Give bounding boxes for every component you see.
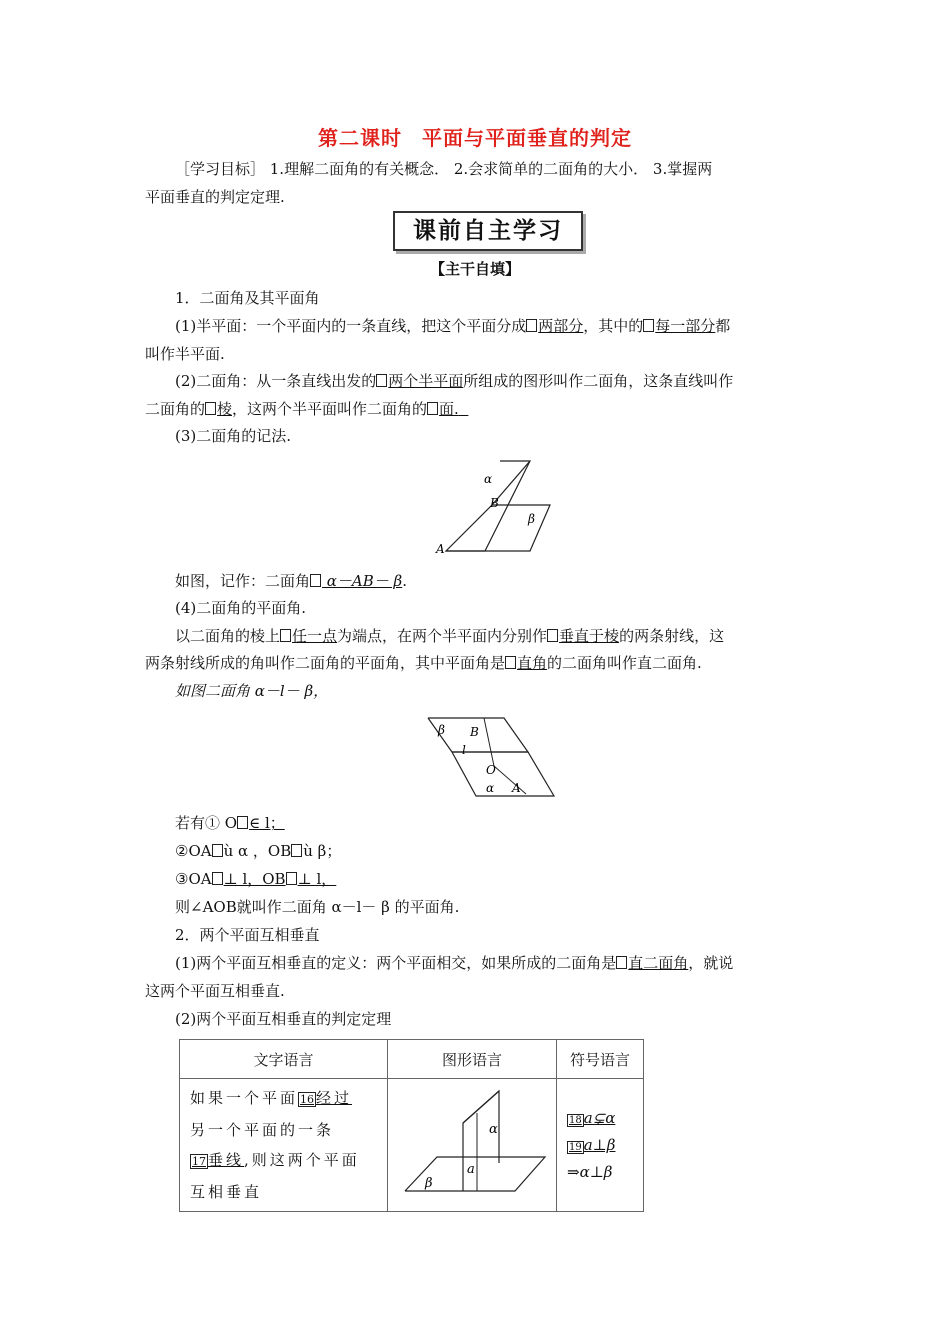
text: 的二面角叫作直二面角. [547,654,702,672]
text: 若有① O [175,814,238,832]
fill-text: ⊥ l，OB [223,870,286,888]
text: (1)两个平面互相垂直的定义：两个平面相交，如果所成的二面角是 [175,954,617,972]
title-part2: 平面与平面垂直的判定 [422,126,632,150]
label-A: A [436,542,445,556]
subheading: 【主干自填】 [429,260,520,278]
s1-p7: 如图二面角 α－l－ β， [175,682,329,700]
label-beta: β [438,723,445,737]
fill-text: 两个半平面 [388,372,464,390]
dihedral-figure-1 [430,455,570,560]
fill-text: 任一点 [292,627,338,645]
header-text: 文字语言 [180,1040,388,1079]
condition-3 [175,865,835,893]
dihedral-figure-2 [420,712,560,802]
symbol-language-cell [557,1079,644,1212]
s2-p1 [175,949,835,977]
text: ù β； [303,842,342,860]
ray-OB [484,718,494,766]
text: ，就说 [688,954,734,972]
blank-number: 18 [569,1115,582,1126]
fill-text: a⊥β [583,1136,616,1154]
fill-text: 直二面角 [628,954,689,972]
s1-heading: 1．二面角及其平面角 [175,289,320,307]
text: 如图，记作：二面角 [175,572,311,590]
blank-number: 19 [569,1142,582,1153]
s1-p5: (4)二面角的平面角. [175,599,307,617]
objectives-line2: 平面垂直的判定定理. [145,188,285,206]
header-symbol: 符号语言 [557,1040,644,1079]
blank-box [310,574,321,587]
label-l: l [462,743,466,757]
figure-language-cell [388,1079,557,1212]
fill-text: 垂线 [208,1151,245,1169]
s2-heading: 2．两个平面互相垂直 [175,926,320,944]
condition-2 [175,837,835,865]
text-language-cell [180,1079,388,1212]
blank-box [376,374,387,387]
s1-conclusion: 则∠AOB就叫作二面角 α－l－ β 的平面角. [175,898,460,916]
s1-p6-cont [145,649,805,677]
blank-box [427,402,438,415]
fill-text: 棱 [217,400,233,418]
s1-p1-cont: 叫作半平面. [145,345,225,363]
text: (2)二面角：从一条直线出发的 [175,372,377,390]
text: 如果一个平面 [190,1089,299,1107]
text: 所组成的图形叫作二面角，这条直线叫作 [463,372,734,390]
label-O: O [486,763,496,777]
fill-text: a⊊α [583,1109,616,1127]
text: 两条射线所成的角叫作二面角的平面角，其中平面角是 [145,654,506,672]
text: 以二面角的棱上 [175,627,281,645]
text: 互相垂直 [190,1183,263,1201]
text: 的两条射线，这 [619,627,725,645]
label-beta: β [528,512,535,526]
fill-text: 面. [439,400,459,418]
header-figure: 图形语言 [388,1040,557,1079]
label-alpha: α [489,1122,498,1137]
blank-box [205,402,216,415]
perpendicular-planes-figure [397,1083,547,1203]
s1-p4 [175,567,835,595]
blank-box [212,844,223,857]
text: 为端点，在两个半平面内分别作 [337,627,548,645]
blank-box [291,844,302,857]
blank-box [505,656,516,669]
fill-text: 垂直于棱 [559,627,620,645]
fill-text: 经过 [316,1089,353,1107]
text: (1)半平面：一个平面内的一条直线，把这个平面分成 [175,317,527,335]
blank-box [643,319,654,332]
blank-number: 17 [192,1155,206,1168]
blank-box [280,629,291,642]
s2-p2: (2)两个平面互相垂直的判定定理 [175,1010,392,1028]
s1-p1 [175,312,835,340]
label-B: B [490,496,499,510]
fill-text: 两部分 [538,317,584,335]
text: 则这两个平面 [251,1151,360,1169]
title-part1: 第二课时 [318,126,402,150]
ray-OA [494,766,526,794]
s1-p6 [175,622,835,650]
text: , [244,1151,252,1169]
text: 另一个平面的一条 [190,1121,335,1139]
label-a: a [467,1162,475,1177]
blank-box [616,956,627,969]
fill-text: α－AB－ β [322,572,403,590]
label-A: A [512,781,521,795]
theorem-table [179,1039,644,1212]
blank-box [212,872,223,885]
text: 都 [715,317,731,335]
blank-box [526,319,537,332]
fill-text: ⊥ l， [297,870,337,888]
condition-1 [175,809,835,837]
blank-box [547,629,558,642]
text: ③OA [175,870,212,888]
fill-text: ∈ l； [249,814,285,832]
text: 二面角的 [145,400,206,418]
fill-text: 每一部分 [655,317,716,335]
fill-text: 直角 [517,654,548,672]
section-banner: 课前自主学习 [393,211,583,251]
page-title [0,122,950,151]
blank-box [237,816,248,829]
text: . [402,572,407,590]
s1-p2 [175,367,835,395]
s1-p2-cont [145,395,805,423]
blank-number: 16 [300,1093,315,1106]
text: ，这两个半平面叫作二面角的 [232,400,428,418]
text: ，其中的 [583,317,644,335]
text: ù α ，OB [223,842,292,860]
label-alpha: α [484,472,493,486]
label-beta: β [425,1176,433,1191]
label-alpha: α [486,781,495,795]
objectives-line1: ［学习目标］ 1.理解二面角的有关概念． 2.会求简单的二面角的大小． 3.掌握两 [175,160,713,178]
blank-box [286,872,297,885]
plane-alpha-top [463,1091,499,1123]
s2-p1-cont: 这两个平面互相垂直. [145,982,285,1000]
text: ⇒α⊥β [567,1163,613,1181]
s1-p3: (3)二面角的记法. [175,427,292,445]
label-B: B [470,725,479,739]
text: ②OA [175,842,212,860]
